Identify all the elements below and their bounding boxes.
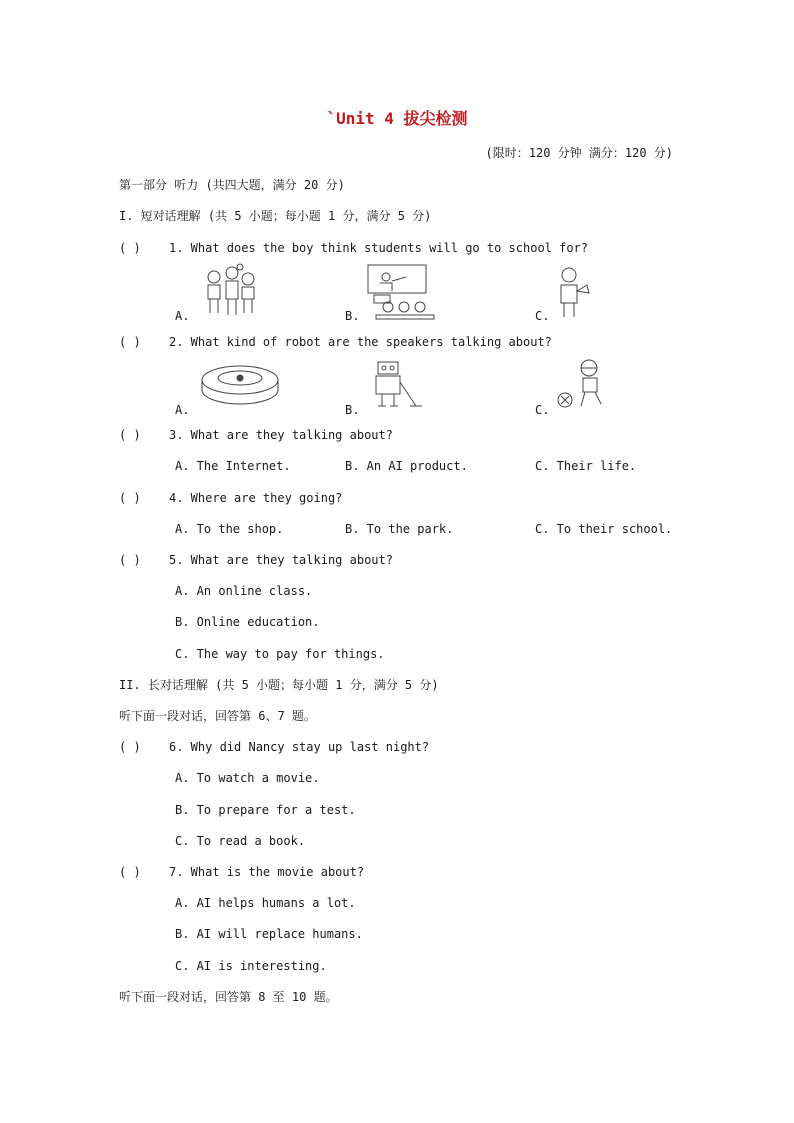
question-text: 6. Why did Nancy stay up last night?: [169, 740, 430, 754]
option-b: B. Online education.: [175, 615, 320, 629]
dialog-instruction: 听下面一段对话，回答第 8 至 10 题。: [119, 990, 338, 1004]
option-label: B.: [345, 309, 360, 323]
question-2: [119, 334, 552, 350]
question-7: [119, 864, 364, 880]
section-heading-1: I. 短对话理解 (共 5 小题；每小题 1 分，满分 5 分): [119, 209, 432, 223]
option-b: B. To prepare for a test.: [175, 803, 356, 817]
option-label: C.: [535, 403, 550, 417]
answer-blank[interactable]: ( ): [119, 740, 141, 754]
answer-blank[interactable]: ( ): [119, 335, 141, 349]
option-c: C. To their school.: [535, 522, 673, 536]
question-5: [119, 552, 393, 568]
answer-blank[interactable]: ( ): [119, 553, 141, 567]
question-3: [119, 427, 393, 443]
question-1: [119, 240, 588, 256]
question-4: [119, 490, 342, 506]
answer-blank[interactable]: ( ): [119, 491, 141, 505]
time-limit: (限时：120 分钟 满分：120 分): [485, 146, 673, 160]
answer-blank[interactable]: ( ): [119, 241, 141, 255]
robot-sweeping-icon: [370, 360, 426, 412]
option-a: A. To the shop.: [175, 522, 284, 536]
option-b: B. An AI product.: [345, 459, 468, 473]
question-text: 7. What is the movie about?: [169, 865, 365, 879]
option-label: A.: [175, 309, 190, 323]
children-group-icon: [200, 263, 262, 321]
option-c: C. To read a book.: [175, 834, 306, 848]
question-text: 2. What kind of robot are the speakers talking about?: [169, 335, 552, 349]
question-text: 3. What are they talking about?: [169, 428, 393, 442]
classroom-teacher-icon: [366, 263, 436, 321]
answer-blank[interactable]: ( ): [119, 865, 141, 879]
option-a: A. The Internet.: [175, 459, 291, 473]
girl-with-toy-icon: [555, 265, 591, 321]
part-heading: 第一部分 听力 (共四大题，满分 20 分): [119, 178, 345, 192]
option-label: A.: [175, 403, 190, 417]
option-b: B. To the park.: [345, 522, 454, 536]
option-c: C. AI is interesting.: [175, 959, 327, 973]
option-b: B. AI will replace humans.: [175, 927, 363, 941]
option-a: A. An online class.: [175, 584, 313, 598]
option-label: B.: [345, 403, 360, 417]
option-c: C. The way to pay for things.: [175, 647, 385, 661]
question-text: 1. What does the boy think students will go to school for?: [169, 241, 589, 255]
question-6: [119, 739, 429, 755]
question-text: 4. Where are they going?: [169, 491, 343, 505]
option-c: C. Their life.: [535, 459, 637, 473]
question-text: 5. What are they talking about?: [169, 553, 393, 567]
robot-vacuum-icon: [198, 360, 282, 406]
option-a: A. To watch a movie.: [175, 771, 320, 785]
option-label: C.: [535, 309, 550, 323]
section-heading-2: II. 长对话理解 (共 5 小题；每小题 1 分，满分 5 分): [119, 678, 439, 692]
dialog-instruction: 听下面一段对话，回答第 6、7 题。: [119, 709, 316, 723]
answer-blank[interactable]: ( ): [119, 428, 141, 442]
page-title: `Unit 4 拔尖检测: [326, 109, 468, 128]
option-a: A. AI helps humans a lot.: [175, 896, 356, 910]
robot-soccer-icon: [555, 358, 611, 416]
